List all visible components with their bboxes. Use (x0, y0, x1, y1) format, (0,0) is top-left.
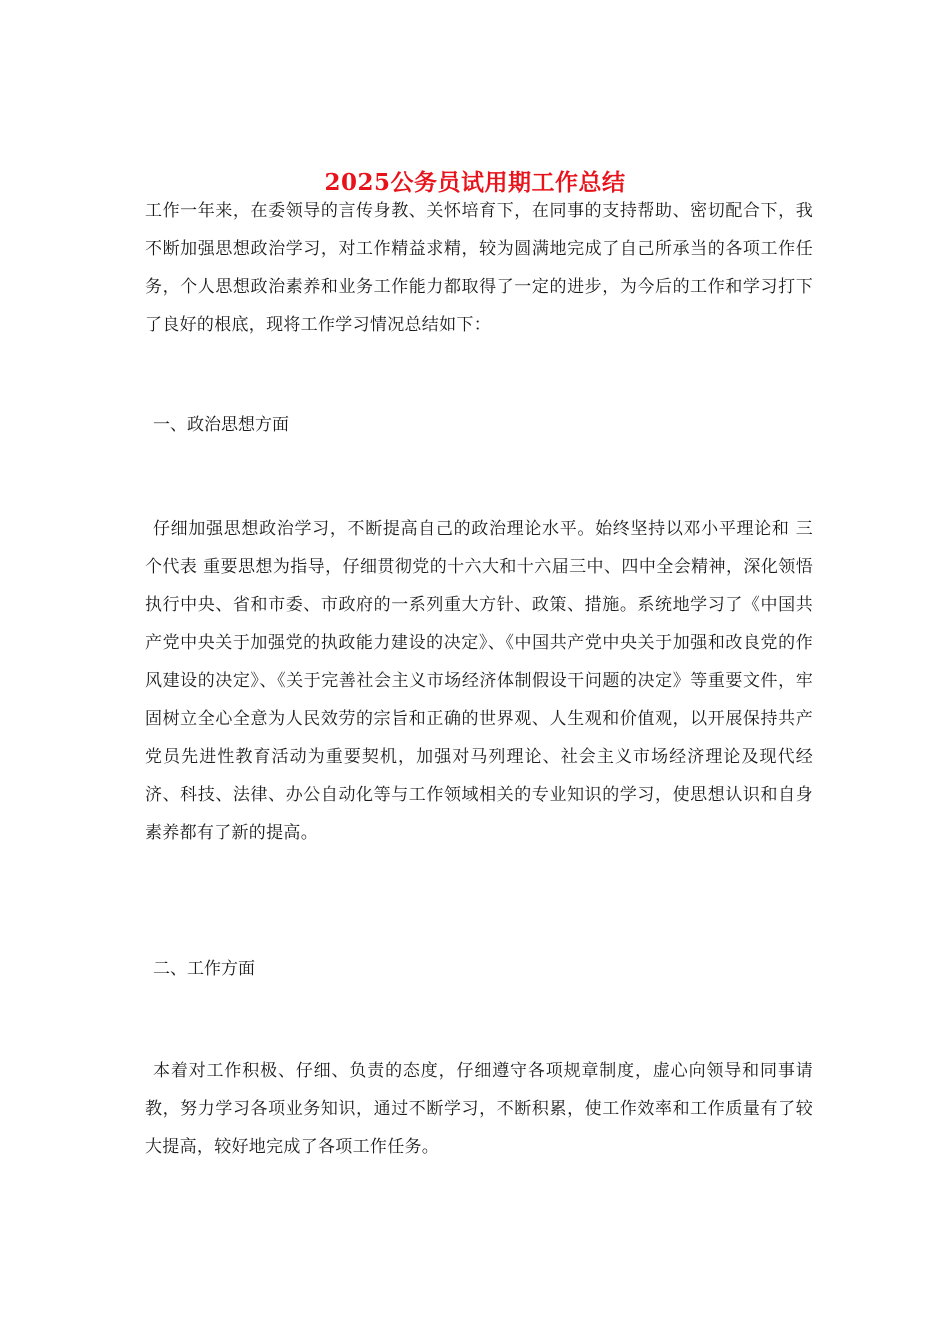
section-heading-politics: 一、政治思想方面 (153, 415, 289, 435)
section-heading-work: 二、工作方面 (153, 959, 255, 979)
document-title: 2025公务员试用期工作总结 (324, 169, 626, 197)
intro-paragraph: 工作一年来，在委领导的言传身教、关怀培育下，在同事的支持帮助、密切配合下，我不断加强思想政治学习，对工作精益求精，较为圆满地完成了自己所承当的各项工作任务，个人思想政治素养和业务工作能力都取得了一定的进步，为今后的工作和学习打下了良好的根底，现将工作学习情况总结如下： (145, 201, 813, 335)
section-body-politics: 仔细加强思想政治学习，不断提高自己的政治理论水平。始终坚持以邓小平理论和 三个代表 重要思想为指导，仔细贯彻党的十六大和十六届三中、四中全会精神，深化领悟执行中央、省和市委、市政府的一系列重大方针、政策、措施。系统地学习了《中国共产党中央关于加强党的执政能力建设的决定》、《中国共产党中央关于加强和改良党的作风建设的决定》、《关于完善社会主义市场经济体制假设干问题的决定》等重要文件，牢固树立全心全意为人民效劳的宗旨和正确的世界观、人生观和价值观，以开展保持共产党员先进性教育活动为重要契机，加强对马列理论、社会主义市场经济理论及现代经济、科技、法律、办公自动化等与工作领域相关的专业知识的学习，使思想认识和自身素养都有了新的提高。 (145, 519, 813, 843)
section-body-work: 本着对工作积极、仔细、负责的态度，仔细遵守各项规章制度，虚心向领导和同事请教，努力学习各项业务知识，通过不断学习，不断积累，使工作效率和工作质量有了较大提高，较好地完成了各项工作任务。 (145, 1061, 813, 1157)
